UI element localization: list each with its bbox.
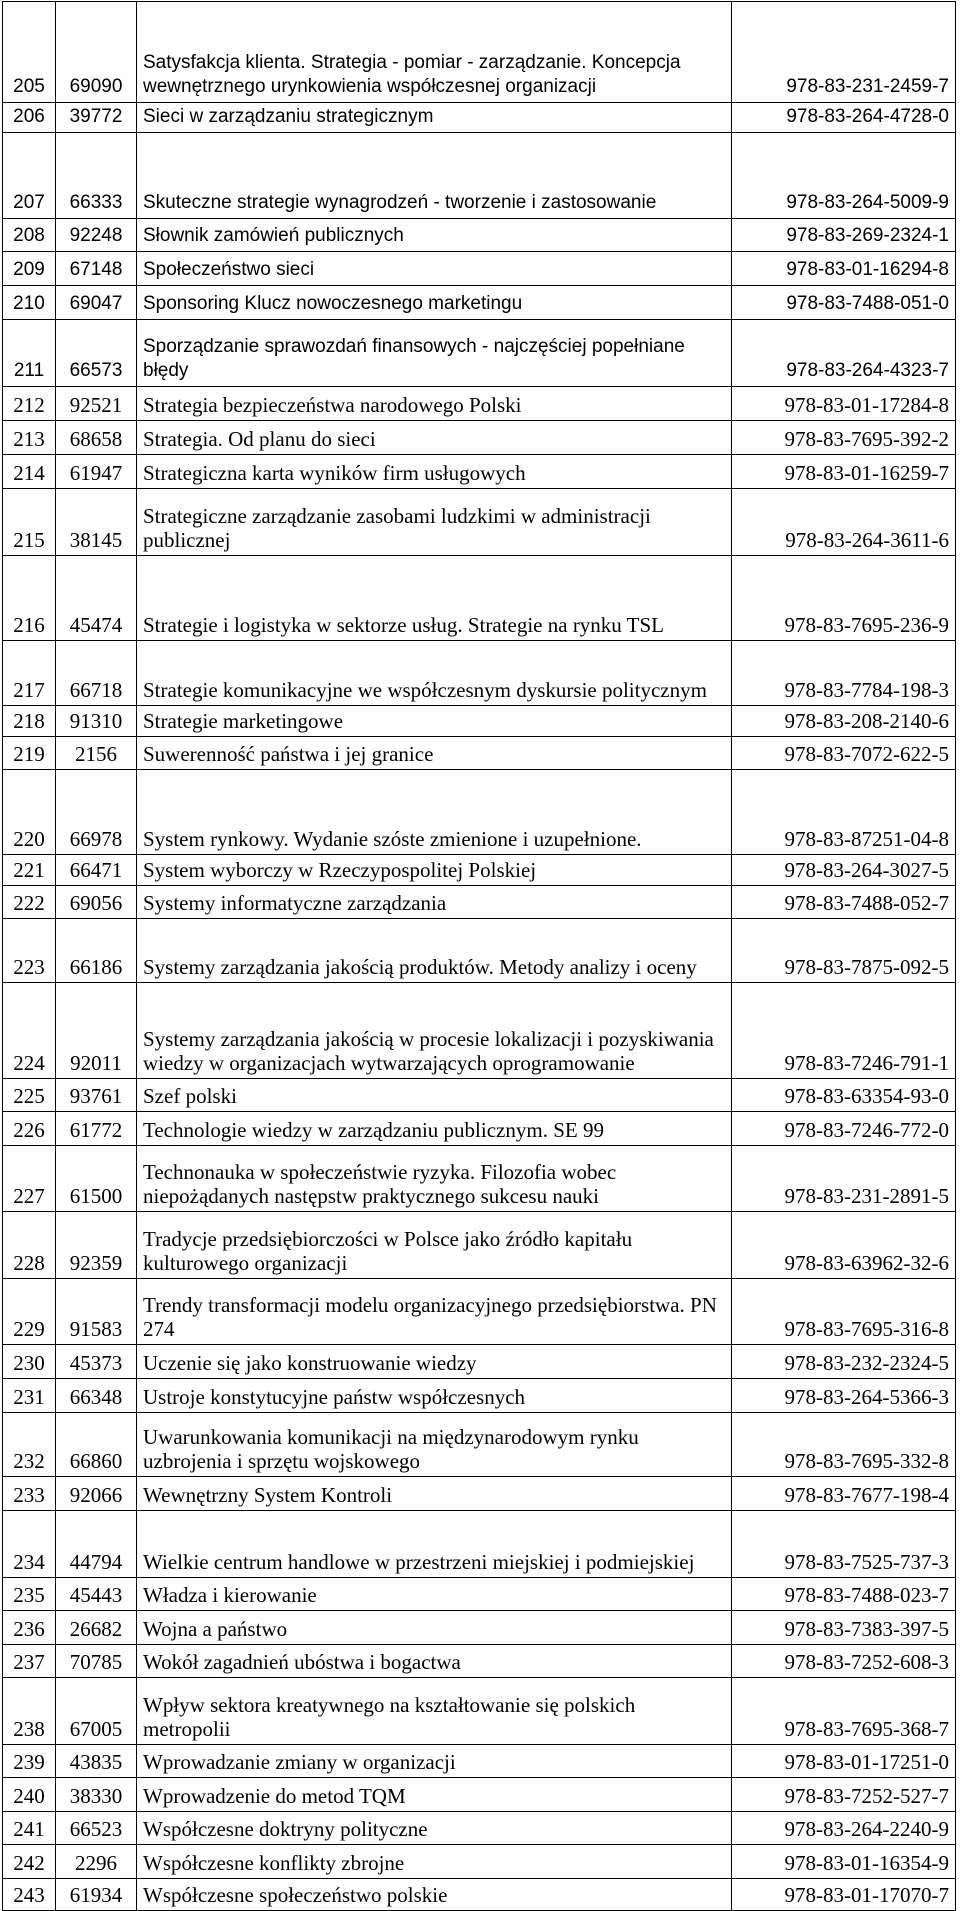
row-number: 223 <box>3 919 56 983</box>
row-number: 227 <box>3 1146 56 1212</box>
isbn-number: 978-83-269-2324-1 <box>732 219 956 252</box>
isbn-number: 978-83-63354-93-0 <box>732 1079 956 1112</box>
book-title: Strategia. Od planu do sieci <box>137 421 732 455</box>
row-number: 226 <box>3 1112 56 1146</box>
row-number: 237 <box>3 1645 56 1678</box>
book-title: Trendy transformacji modelu organizacyjnego przedsiębiorstwa. PN 274 <box>137 1279 732 1345</box>
row-number: 238 <box>3 1678 56 1745</box>
table-row <box>3 1645 956 1678</box>
row-id: 66718 <box>56 641 137 706</box>
book-title: Strategia bezpieczeństwa narodowego Polski <box>137 387 732 421</box>
book-title: Współczesne doktryny polityczne <box>137 1812 732 1845</box>
row-number: 243 <box>3 1879 56 1911</box>
isbn-number: 978-83-01-17251-0 <box>732 1745 956 1778</box>
row-id: 2296 <box>56 1845 137 1879</box>
row-number: 205 <box>3 2 56 103</box>
row-number: 221 <box>3 855 56 886</box>
row-id: 92248 <box>56 219 137 252</box>
row-id: 92011 <box>56 983 137 1079</box>
book-title: Społeczeństwo sieci <box>137 252 732 286</box>
row-id: 61934 <box>56 1879 137 1911</box>
table-row <box>3 1279 956 1345</box>
row-id: 93761 <box>56 1079 137 1112</box>
row-id: 69056 <box>56 886 137 919</box>
book-title: Ustroje konstytucyjne państw współczesnych <box>137 1379 732 1413</box>
table-row <box>3 1413 956 1477</box>
book-list-table <box>2 1 956 1911</box>
row-number: 208 <box>3 219 56 252</box>
book-title: Strategie i logistyka w sektorze usług. Strategie na rynku TSL <box>137 556 732 641</box>
table-row <box>3 706 956 737</box>
row-number: 210 <box>3 286 56 320</box>
table-row <box>3 1511 956 1578</box>
book-title: Sieci w zarządzaniu strategicznym <box>137 103 732 133</box>
row-id: 92066 <box>56 1477 137 1511</box>
isbn-number: 978-83-7488-023-7 <box>732 1578 956 1611</box>
table-row <box>3 133 956 219</box>
row-id: 92359 <box>56 1212 137 1279</box>
row-id: 38145 <box>56 489 137 556</box>
book-title: Tradycje przedsiębiorczości w Polsce jako źródło kapitału kulturowego organizacji <box>137 1212 732 1279</box>
book-title: Sporządzanie sprawozdań finansowych - najczęściej popełniane błędy <box>137 320 732 387</box>
row-number: 209 <box>3 252 56 286</box>
row-id: 45373 <box>56 1345 137 1379</box>
row-id: 44794 <box>56 1511 137 1578</box>
isbn-number: 978-83-7252-608-3 <box>732 1645 956 1678</box>
row-id: 66348 <box>56 1379 137 1413</box>
isbn-number: 978-83-7525-737-3 <box>732 1511 956 1578</box>
table-row <box>3 252 956 286</box>
book-title: Satysfakcja klienta. Strategia - pomiar - zarządzanie. Koncepcja wewnętrznego urynkowienia współczesnej organizacji <box>137 2 732 103</box>
row-id: 2156 <box>56 737 137 770</box>
isbn-number: 978-83-7488-051-0 <box>732 286 956 320</box>
isbn-number: 978-83-87251-04-8 <box>732 770 956 855</box>
row-number: 231 <box>3 1379 56 1413</box>
isbn-number: 978-83-7695-392-2 <box>732 421 956 455</box>
table-row <box>3 387 956 421</box>
book-title: Suwerenność państwa i jej granice <box>137 737 732 770</box>
row-id: 38330 <box>56 1778 137 1812</box>
book-title: Skuteczne strategie wynagrodzeń - tworzenie i zastosowanie <box>137 133 732 219</box>
isbn-number: 978-83-231-2459-7 <box>732 2 956 103</box>
table-row <box>3 641 956 706</box>
table-row <box>3 1678 956 1745</box>
table-row <box>3 1778 956 1812</box>
isbn-number: 978-83-7072-622-5 <box>732 737 956 770</box>
book-title: Szef polski <box>137 1079 732 1112</box>
isbn-number: 978-83-7784-198-3 <box>732 641 956 706</box>
row-number: 220 <box>3 770 56 855</box>
row-id: 67005 <box>56 1678 137 1745</box>
row-number: 214 <box>3 455 56 489</box>
row-id: 91310 <box>56 706 137 737</box>
table-row <box>3 1345 956 1379</box>
isbn-number: 978-83-7695-368-7 <box>732 1678 956 1745</box>
isbn-number: 978-83-7383-397-5 <box>732 1611 956 1645</box>
isbn-number: 978-83-7252-527-7 <box>732 1778 956 1812</box>
row-number: 235 <box>3 1578 56 1611</box>
isbn-number: 978-83-264-5009-9 <box>732 133 956 219</box>
row-id: 92521 <box>56 387 137 421</box>
table-row <box>3 1745 956 1778</box>
table-row <box>3 1379 956 1413</box>
book-title: Wielkie centrum handlowe w przestrzeni miejskiej i podmiejskiej <box>137 1511 732 1578</box>
book-title: Strategiczna karta wyników firm usługowych <box>137 455 732 489</box>
row-id: 70785 <box>56 1645 137 1678</box>
row-number: 242 <box>3 1845 56 1879</box>
isbn-number: 978-83-264-2240-9 <box>732 1812 956 1845</box>
row-number: 240 <box>3 1778 56 1812</box>
row-id: 66860 <box>56 1413 137 1477</box>
row-id: 45474 <box>56 556 137 641</box>
table-row <box>3 103 956 133</box>
row-id: 66573 <box>56 320 137 387</box>
row-number: 241 <box>3 1812 56 1845</box>
row-number: 234 <box>3 1511 56 1578</box>
row-id: 66186 <box>56 919 137 983</box>
isbn-number: 978-83-7695-332-8 <box>732 1413 956 1477</box>
book-title: Technonauka w społeczeństwie ryzyka. Filozofia wobec niepożądanych następstw praktycznego sukcesu nauki <box>137 1146 732 1212</box>
row-number: 222 <box>3 886 56 919</box>
row-id: 67148 <box>56 252 137 286</box>
row-number: 217 <box>3 641 56 706</box>
table-row <box>3 1477 956 1511</box>
isbn-number: 978-83-01-16259-7 <box>732 455 956 489</box>
book-title: Systemy informatyczne zarządzania <box>137 886 732 919</box>
row-number: 224 <box>3 983 56 1079</box>
isbn-number: 978-83-264-3611-6 <box>732 489 956 556</box>
table-row <box>3 219 956 252</box>
table-row <box>3 886 956 919</box>
row-number: 206 <box>3 103 56 133</box>
table-row <box>3 2 956 103</box>
table-row <box>3 455 956 489</box>
row-id: 69090 <box>56 2 137 103</box>
row-number: 211 <box>3 320 56 387</box>
row-id: 69047 <box>56 286 137 320</box>
row-id: 39772 <box>56 103 137 133</box>
isbn-number: 978-83-7695-316-8 <box>732 1279 956 1345</box>
book-title: Władza i kierowanie <box>137 1578 732 1611</box>
isbn-number: 978-83-7875-092-5 <box>732 919 956 983</box>
row-number: 230 <box>3 1345 56 1379</box>
table-row <box>3 320 956 387</box>
row-id: 68658 <box>56 421 137 455</box>
table-row <box>3 421 956 455</box>
row-id: 61772 <box>56 1112 137 1146</box>
table-row <box>3 1146 956 1212</box>
row-number: 232 <box>3 1413 56 1477</box>
row-number: 207 <box>3 133 56 219</box>
isbn-number: 978-83-208-2140-6 <box>732 706 956 737</box>
book-title: System rynkowy. Wydanie szóste zmienione i uzupełnione. <box>137 770 732 855</box>
table-row <box>3 737 956 770</box>
row-id: 91583 <box>56 1279 137 1345</box>
isbn-number: 978-83-7677-198-4 <box>732 1477 956 1511</box>
table-row <box>3 1879 956 1911</box>
isbn-number: 978-83-264-5366-3 <box>732 1379 956 1413</box>
row-number: 216 <box>3 556 56 641</box>
book-title: Wpływ sektora kreatywnego na kształtowanie się polskich metropolii <box>137 1678 732 1745</box>
table-row <box>3 1812 956 1845</box>
isbn-number: 978-83-7246-772-0 <box>732 1112 956 1146</box>
book-title: Strategie komunikacyjne we współczesnym dyskursie politycznym <box>137 641 732 706</box>
table-row <box>3 1079 956 1112</box>
isbn-number: 978-83-01-16294-8 <box>732 252 956 286</box>
book-title: Współczesne konflikty zbrojne <box>137 1845 732 1879</box>
book-title: Technologie wiedzy w zarządzaniu publicznym. SE 99 <box>137 1112 732 1146</box>
row-id: 66333 <box>56 133 137 219</box>
isbn-number: 978-83-01-17070-7 <box>732 1879 956 1911</box>
book-title: Wprowadzanie zmiany w organizacji <box>137 1745 732 1778</box>
table-row <box>3 770 956 855</box>
isbn-number: 978-83-264-4323-7 <box>732 320 956 387</box>
row-id: 61947 <box>56 455 137 489</box>
table-row <box>3 286 956 320</box>
table-row <box>3 983 956 1079</box>
isbn-number: 978-83-01-17284-8 <box>732 387 956 421</box>
isbn-number: 978-83-7246-791-1 <box>732 983 956 1079</box>
book-title: System wyborczy w Rzeczypospolitej Polskiej <box>137 855 732 886</box>
book-title: Wokół zagadnień ubóstwa i bogactwa <box>137 1645 732 1678</box>
row-id: 61500 <box>56 1146 137 1212</box>
isbn-number: 978-83-231-2891-5 <box>732 1146 956 1212</box>
table-row <box>3 556 956 641</box>
table-row <box>3 1212 956 1279</box>
row-number: 239 <box>3 1745 56 1778</box>
row-number: 225 <box>3 1079 56 1112</box>
row-number: 215 <box>3 489 56 556</box>
book-title: Słownik zamówień publicznych <box>137 219 732 252</box>
book-title: Systemy zarządzania jakością w procesie lokalizacji i pozyskiwania wiedzy w organizacjach wytwarzających oprogramowanie <box>137 983 732 1079</box>
row-id: 66978 <box>56 770 137 855</box>
row-number: 233 <box>3 1477 56 1511</box>
table-row <box>3 855 956 886</box>
isbn-number: 978-83-63962-32-6 <box>732 1212 956 1279</box>
row-number: 228 <box>3 1212 56 1279</box>
row-number: 236 <box>3 1611 56 1645</box>
table-row <box>3 1112 956 1146</box>
book-title: Strategiczne zarządzanie zasobami ludzkimi w administracji publicznej <box>137 489 732 556</box>
isbn-number: 978-83-264-4728-0 <box>732 103 956 133</box>
table-row <box>3 489 956 556</box>
table-row <box>3 1611 956 1645</box>
book-title: Uwarunkowania komunikacji na międzynarodowym rynku uzbrojenia i sprzętu wojskowego <box>137 1413 732 1477</box>
row-number: 229 <box>3 1279 56 1345</box>
row-id: 66523 <box>56 1812 137 1845</box>
book-list-body <box>3 2 956 1911</box>
row-number: 213 <box>3 421 56 455</box>
book-title: Wprowadzenie do metod TQM <box>137 1778 732 1812</box>
table-row <box>3 1845 956 1879</box>
isbn-number: 978-83-01-16354-9 <box>732 1845 956 1879</box>
book-title: Wojna a państwo <box>137 1611 732 1645</box>
isbn-number: 978-83-7488-052-7 <box>732 886 956 919</box>
row-id: 66471 <box>56 855 137 886</box>
row-id: 45443 <box>56 1578 137 1611</box>
book-title: Systemy zarządzania jakością produktów. Metody analizy i oceny <box>137 919 732 983</box>
table-row <box>3 919 956 983</box>
book-title: Sponsoring Klucz nowoczesnego marketingu <box>137 286 732 320</box>
row-id: 26682 <box>56 1611 137 1645</box>
isbn-number: 978-83-264-3027-5 <box>732 855 956 886</box>
book-title: Uczenie się jako konstruowanie wiedzy <box>137 1345 732 1379</box>
row-number: 212 <box>3 387 56 421</box>
row-number: 218 <box>3 706 56 737</box>
isbn-number: 978-83-232-2324-5 <box>732 1345 956 1379</box>
isbn-number: 978-83-7695-236-9 <box>732 556 956 641</box>
book-title: Strategie marketingowe <box>137 706 732 737</box>
table-row <box>3 1578 956 1611</box>
book-title: Współczesne społeczeństwo polskie <box>137 1879 732 1911</box>
book-title: Wewnętrzny System Kontroli <box>137 1477 732 1511</box>
row-number: 219 <box>3 737 56 770</box>
row-id: 43835 <box>56 1745 137 1778</box>
